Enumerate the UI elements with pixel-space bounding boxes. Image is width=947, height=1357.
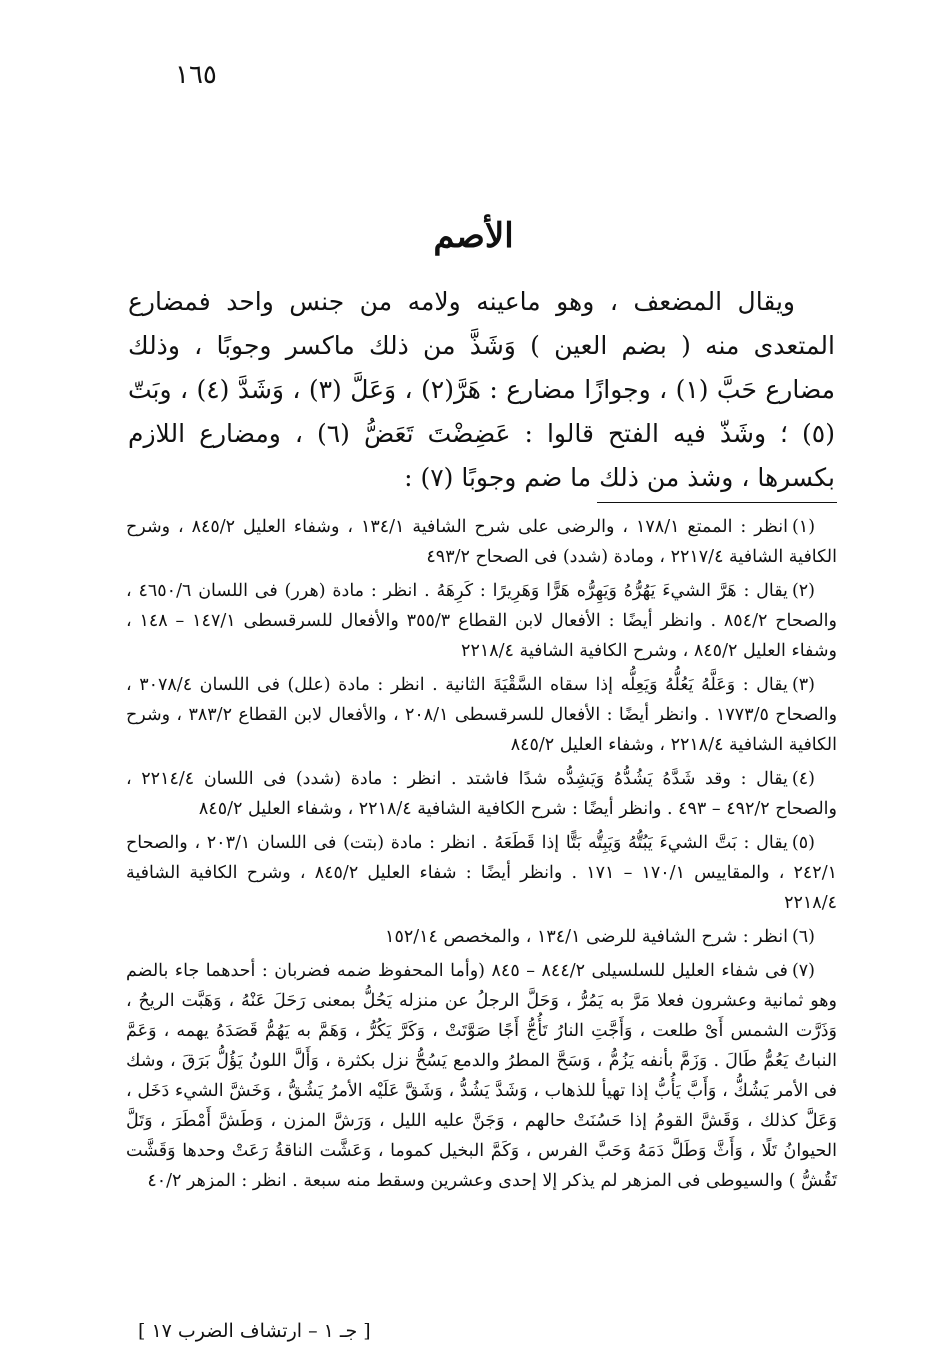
- page-number: ١٦٥: [175, 60, 217, 90]
- main-text: [128, 280, 835, 500]
- footnote-1: [126, 512, 837, 572]
- footnote-text: يقال : بَتَّ الشيءَ يَبُتُّهُ وَيَبِتُّه بَتًّا إذا قَطَعَهُ . انظر : مادة (بتت) فى اللسان ٢٠٣/١ ، والصحاح ٢٤٢/١ ، والمقاييس ١٧٠/١ – ١٧١ . وانظر أيضًا : شفاء العليل ٨٤٥/٢ ، وشرح الكافية الشافية ٢٢١٨/٤: [126, 833, 837, 913]
- footnote-text: يقال : وَعَلَّهُ يَعُلُّهُ وَيَعِلُّه إذا سقاه السَّقْيَةَ الثانية . انظر : مادة (علل) فى اللسان ٣٠٧٨/٤ ، والصحاح ١٧٧٣/٥ . وانظر أيضًا : الأفعال للسرقسطى ٢٠٨/١ ، والأفعال لابن القطاع ٣٨٣/٢ ، وشرح الكافية الشافية ٢٢١٨/٤ ، وشفاء العليل ٨٤٥/٢: [126, 675, 838, 755]
- footnote-number: (٣): [791, 675, 815, 695]
- footnote-number: (٧): [791, 961, 815, 981]
- footnote-text: فى شفاء العليل للسلسيلى ٨٤٤/٢ – ٨٤٥ (وأما المحفوظ ضمه فضربان : أحدهما جاء بالضم وهو ثمانية وعشرون فعلا مَرَّ به يَمُرُّ ، وَحَلَّ الرجلُ عن منزله يَحُلُّ بمعنى رَحَلَ عَنْهُ ، وَهَبَّت الريحُ ، وَذَرَّت الشمس أَىْ طلعت ، وَأَجَّتِ النارُ تَأُجُّ أَجًا صَوَّتَتْ ، وَكَرَّ يَكُرُّ ، وَهَمَّ به يَهُمُّ قَصَدَهُ يهمه ، وَعَمَّ النباتُ يَعُمُّ طَالَ . وَزَمَّ بأنفه يَزُمُّ ، وَسَحَّ المطرُ والدمع يَسُحُّ نزل بكثرة ، وَأَلَّ اللونُ يَؤُلُّ بَرَقَ ، وشك فى الأمر يَشُكُّ ، وَأَبَّ يَأُبُّ إذا تهيأ للذهاب ، وَشَدَّ يَشُدُّ ، وَشَقَّ عَلَيْه الأمرُ يَشُقُّ ، وَخَشَّ الشيء دَخَل ، وَعَلَّ كذلك ، وَقَشَّ القومُ إذا حَسُنَتْ حالهم ، وَجَنَّ عليه الليل ، وَرَشَّ المزن ، وَطَشَّ أَمْطَرَ ، وَتَلَّ الحيوانُ تَلًا ، وَأَثَّ وَطَلَّ دَمَهُ وَحَبَّ الفرس ، وَكَمَّ البخيل كموما ، وَعَشَّت الناقةُ رَعَتْ وحدها وَقَشَّت تَقُشُّ ) والسيوطى فى المزهر لم يذكر إلا إحدى وعشرين وسقط منه سبعة . انظر : المزهر ٤٠/٢: [126, 961, 837, 1191]
- running-footer: [ جـ ١ – ارتشاف الضرب ١٧ ]: [138, 1320, 371, 1342]
- footnote-4: [126, 764, 837, 824]
- footnote-number: (٦): [791, 927, 815, 947]
- footnote-divider: [597, 502, 837, 503]
- footnote-text: انظر : الممتع ١٧٨/١ ، والرضى على شرح الشافية ١٣٤/١ ، وشفاء العليل ٨٤٥/٢ ، وشرح الكافية الشافية ٢٢١٧/٤ ، ومادة (شدد) فى الصحاح ٤٩٣/٢: [126, 517, 837, 567]
- footnote-7: [126, 956, 837, 1196]
- footnote-2: [126, 576, 837, 666]
- footnotes: [126, 512, 837, 1200]
- footnote-5: [126, 828, 837, 918]
- footnote-number: (٤): [791, 769, 815, 789]
- footnote-text: يقال : وقد شَدَّهُ يَشُدُّهُ وَيَشِدُّه شدًا فاشتد . انظر : مادة (شدد) فى اللسان ٢٢١٤/٤ ، والصحاح ٤٩٢/٢ – ٤٩٣ . وانظر أيضًا : شرح الكافية الشافية ٢٢١٨/٤ ، وشفاء العليل ٨٤٥/٢: [126, 769, 837, 819]
- footnote-number: (٢): [791, 581, 815, 601]
- footnote-number: (٥): [791, 833, 815, 853]
- footnote-text: انظر : شرح الشافية للرضى ١٣٤/١ ، والمخصص ١٥٢/١٤: [385, 927, 788, 947]
- footnote-number: (١): [791, 517, 816, 537]
- chapter-title: الأصم: [433, 216, 514, 256]
- main-paragraph: ويقال المضعف ، وهو ماعينه ولامه من جنس واحد فمضارع المتعدى منه ( بضم العين ) وَشَذَّ من ذلك ماكسر وجوبًا ، وذلك مضارع حَبَّ (١) ، وجوازًا مضارع : هَرَّ(٢) ، وَعَلَّ (٣) ، وَشَدَّ (٤) ، وبَتّ (٥) ؛ وشَذّ فيه الفتح قالوا : عَضِضْتَ تَعَضُّ (٦) ، ومضارع اللازم بكسرها ، وشذ من ذلك ما ضم وجوبًا (٧) :: [128, 287, 836, 492]
- footnote-6: [126, 922, 837, 952]
- footnote-text: يقال : هَرَّ الشيءَ يَهُرُّهُ وَيَهِرُّه هَرًّا وَهَرِيرًا : كَرِهَهُ . انظر : مادة (هرر) فى اللسان ٤٦٥٠/٦ ، والصحاح ٨٥٤/٢ . وانظر أيضًا : الأفعال لابن القطاع ٣٥٥/٣ والأفعال للسرقسطى ١٤٧/١ – ١٤٨ ، وشفاء العليل ٨٤٥/٢ ، وشرح الكافية الشافية ٢٢١٨/٤: [126, 581, 837, 661]
- footnote-3: [126, 670, 837, 760]
